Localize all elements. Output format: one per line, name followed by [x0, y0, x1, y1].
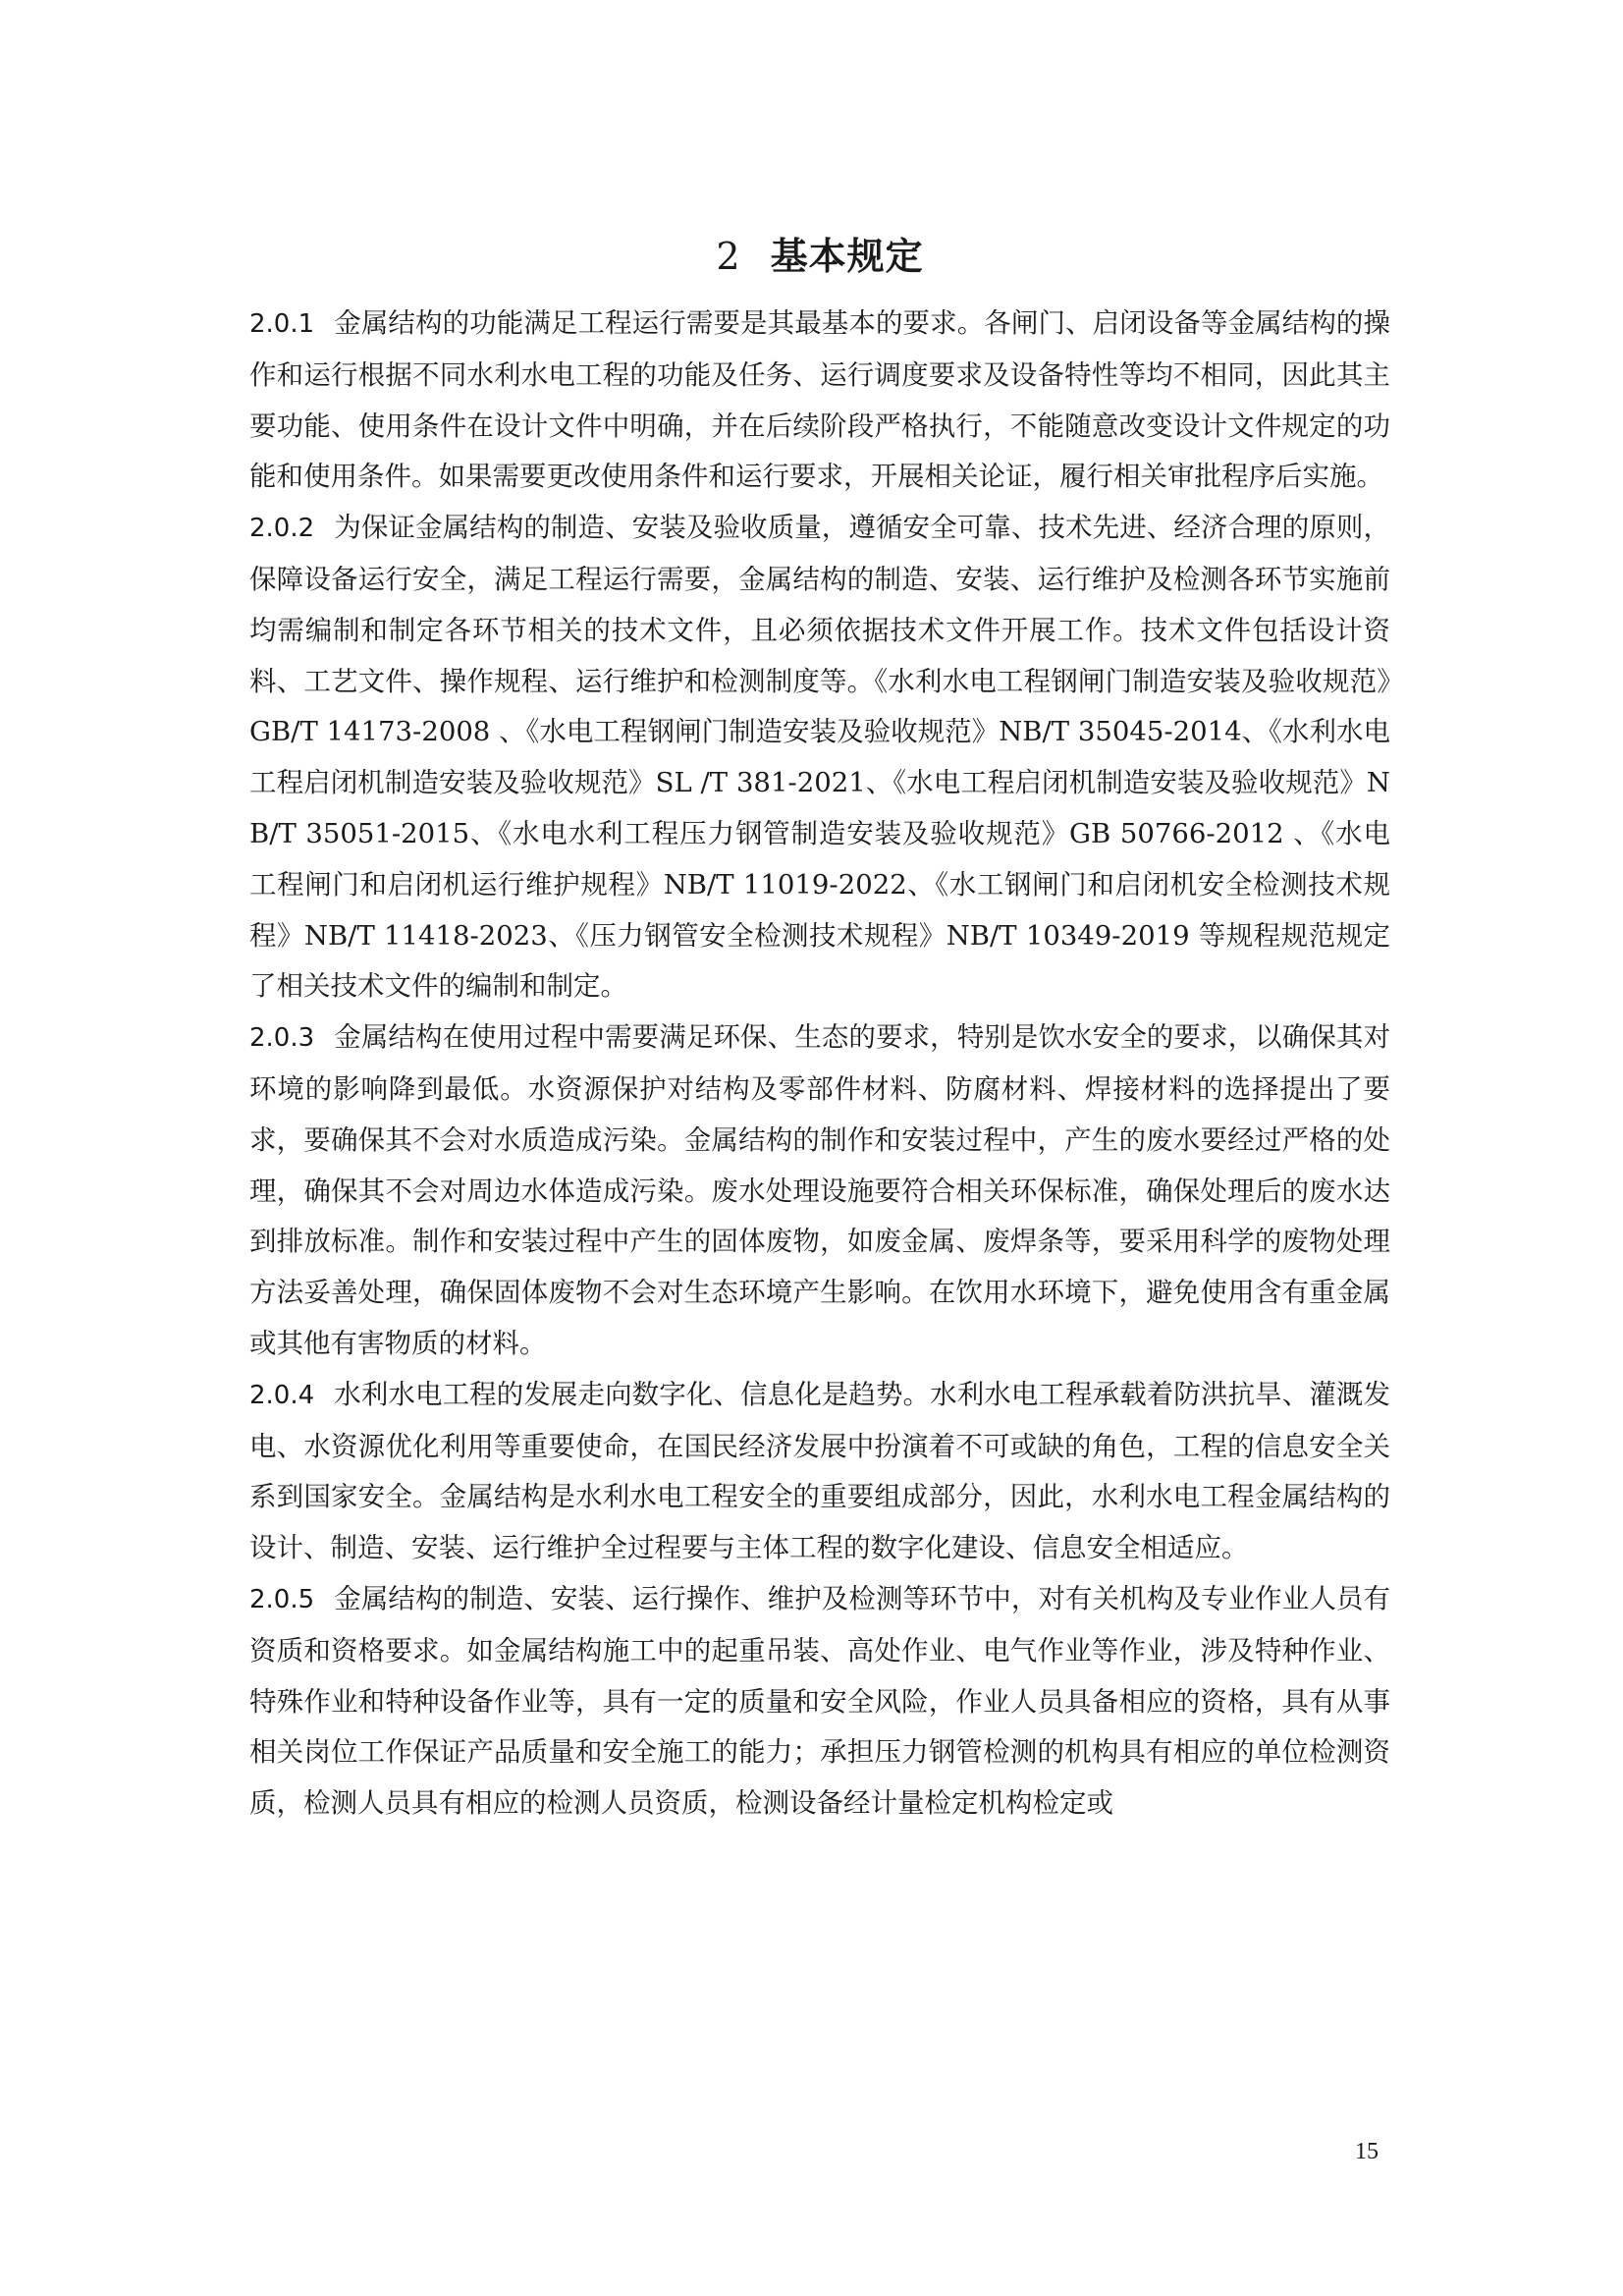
clause-text: 金属结构在使用过程中需要满足环保、生态的要求，特别是饮水安全的要求，以确保其对环境的影响降到最低。水资源保护对结构及零部件材料、防腐材料、焊接材料的选择提出了要求，要确保其不会对水质造成污染。金属结构的制作和安装过程中，产生的废水要经过严格的处理，确保其不会对周边水体造成污染。废水处理设施要符合相关环保标准，确保处理后的废水达到排放标准。制作和安装过程中产生的固体废物，如废金属、废焊条等，要采用科学的废物处理方法妥善处理，确保固体废物不会对生态环境产生影响。在饮用水环境下，避免使用含有重金属或其他有害物质的材料。	[249, 1021, 1390, 1359]
clause-2-0-2	[249, 503, 1390, 1012]
clause-2-0-4	[249, 1370, 1390, 1574]
page-number: 15	[1355, 2139, 1379, 2164]
clause-number: 2.0.3	[249, 1023, 315, 1054]
chapter-title	[249, 222, 1390, 291]
clause-number: 2.0.4	[249, 1380, 315, 1410]
chapter-number: 2	[716, 235, 741, 278]
clause-text: 金属结构的功能满足工程运行需要是其最基本的要求。各闸门、启闭设备等金属结构的操作和运行根据不同水利水电工程的功能及任务、运行调度要求及设备特性等均不相同，因此其主要功能、使用条件在设计文件中明确，并在后续阶段严格执行，不能随意改变设计文件规定的功能和使用条件。如果需要更改使用条件和运行要求，开展相关论证，履行相关审批程序后实施。	[249, 307, 1390, 493]
clause-text: 金属结构的制造、安装、运行操作、维护及检测等环节中，对有关机构及专业作业人员有资质和资格要求。如金属结构施工中的起重吊装、高处作业、电气作业等作业，涉及特种作业、特殊作业和特种设备作业等，具有一定的质量和安全风险，作业人员具备相应的资格，具有从事相关岗位工作保证产品质量和安全施工的能力；承担压力钢管检测的机构具有相应的单位检测资质，检测人员具有相应的检测人员资质，检测设备经计量检定机构检定或	[249, 1582, 1390, 1820]
clause-text: 水利水电工程的发展走向数字化、信息化是趋势。水利水电工程承载着防洪抗旱、灌溉发电、水资源优化利用等重要使命，在国民经济发展中扮演着不可或缺的角色，工程的信息安全关系到国家安全。金属结构是水利水电工程安全的重要组成部分，因此，水利水电工程金属结构的设计、制造、安装、运行维护全过程要与主体工程的数字化建设、信息安全相适应。	[249, 1378, 1390, 1564]
clause-number: 2.0.5	[249, 1584, 315, 1614]
document-page	[249, 222, 1390, 1830]
clause-2-0-5	[249, 1574, 1390, 1830]
chapter-title-text: 基本规定	[770, 234, 924, 278]
clause-2-0-3	[249, 1012, 1390, 1370]
clause-text: 为保证金属结构的制造、安装及验收质量，遵循安全可靠、技术先进、经济合理的原则，保障设备运行安全，满足工程运行需要，金属结构的制造、安装、运行维护及检测各环节实施前均需编制和制定各环节相关的技术文件，且必须依据技术文件开展工作。技术文件包括设计资料、工艺文件、操作规程、运行维护和检测制度等。《水利水电工程钢闸门制造安装及验收规范》GB/T 14173-2008 、《水电工程钢闸门制造安装及验收规范》NB/T 35045-2014、《水利水电工程启闭机制造安装及验收规范》SL /T 381-2021、《水电工程启闭机制造安装及验收规范》NB/T 35051-2015、《水电水利工程压力钢管制造安装及验收规范》GB 50766-2012 、《水电工程闸门和启闭机运行维护规程》NB/T 11019-2022、《水工钢闸门和启闭机安全检测技术规程》NB/T 11418-2023、《压力钢管安全检测技术规程》NB/T 10349-2019 等规程规范规定了相关技术文件的编制和制定。	[249, 512, 1390, 1003]
clause-2-0-1	[249, 299, 1390, 503]
clause-number: 2.0.1	[249, 309, 315, 339]
clause-number: 2.0.2	[249, 514, 315, 544]
